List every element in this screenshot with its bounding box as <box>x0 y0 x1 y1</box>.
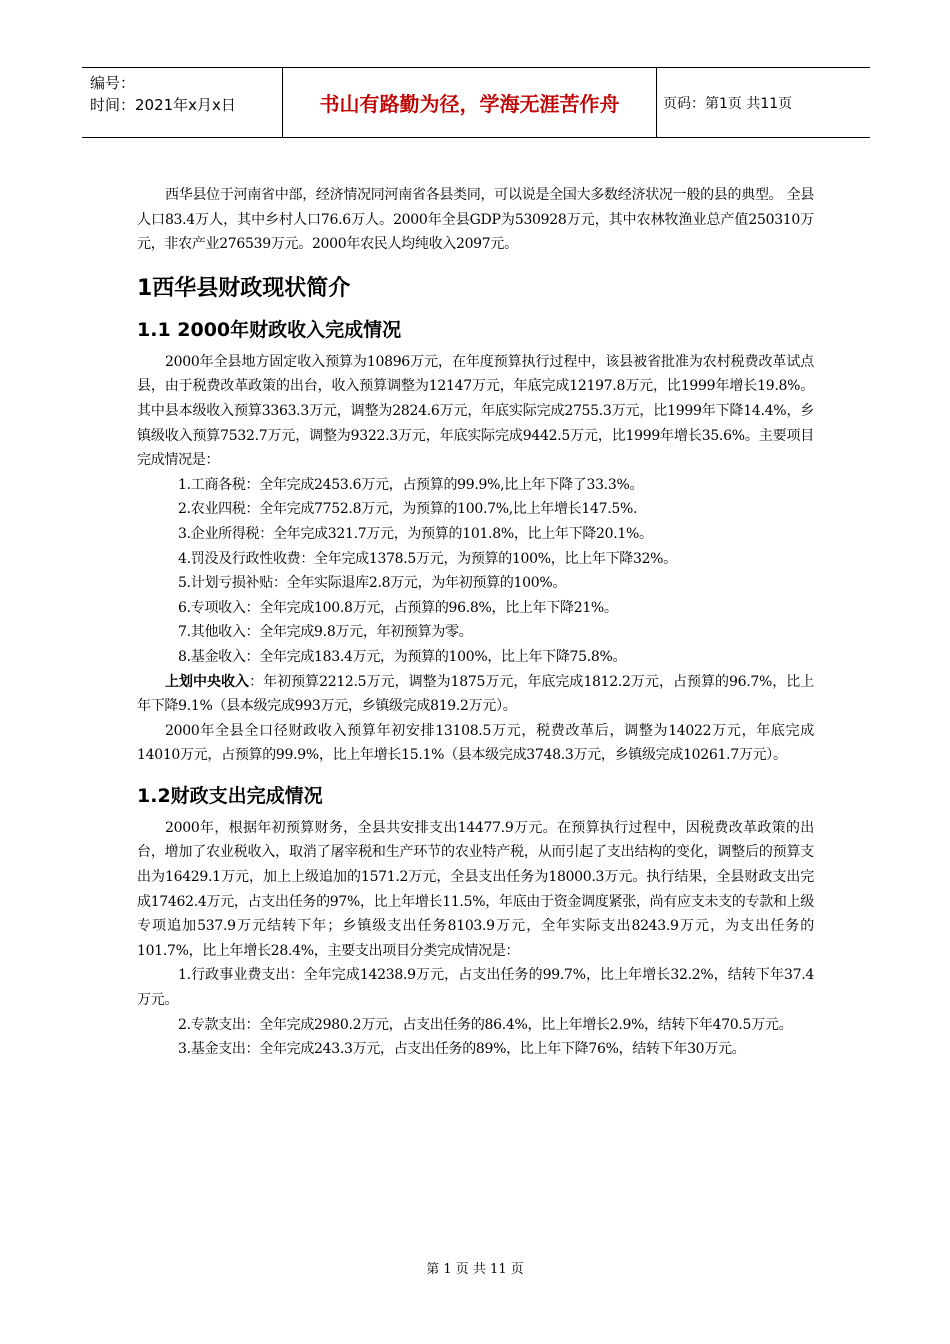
revenue-item: 8.基金收入：全年完成183.4万元，为预算的100%，比上年下降75.8%。 <box>178 648 627 665</box>
revenue-item: 3.企业所得税：全年完成321.7万元，为预算的101.8%，比上年下降20.1%。 <box>178 525 653 542</box>
central-revenue-label: 上划中央收入 <box>165 673 250 690</box>
expenditure-item: 3.基金支出：全年完成243.3万元，占支出任务的89%，比上年下降76%，结转下年30万元。 <box>178 1041 746 1058</box>
document-header <box>82 67 870 138</box>
revenue-item: 6.专项收入：全年完成100.8万元，占预算的96.8%，比上年下降21%。 <box>178 599 618 616</box>
revenue-item: 7.其他收入：全年完成9.8万元，年初预算为零。 <box>178 624 473 641</box>
header-meta <box>82 68 283 137</box>
section-1-title: 1西华县财政现状简介 <box>137 275 351 301</box>
page-footer: 第 1 页 共 11 页 <box>426 1262 524 1277</box>
section-1-2-title: 1.2财政支出完成情况 <box>137 784 323 807</box>
expenditure-item: 1.行政事业费支出：全年完成14238.9万元，占支出任务的99.7%，比上年增长32.2%，结转下年37.4万元。 <box>137 967 814 1009</box>
document-body <box>137 183 814 1062</box>
expenditure-item: 2.专款支出：全年完成2980.2万元，占支出任务的86.4%，比上年增长2.9%，结转下年470.5万元。 <box>178 1016 793 1033</box>
header-motto: 书山有路勤为径，学海无涯苦作舟 <box>283 68 657 137</box>
header-page-info: 页码：第1页 共11页 <box>663 95 793 112</box>
intro-paragraph: 西华县位于河南省中部，经济情况同河南省各县类同，可以说是全国大多数经济状况一般的县的典型。 全县人口83.4万人，其中乡村人口76.6万人。2000年全县GDP为530928万元，其中农林牧渔业总产值250310万元，非农产业276539万元。2000年农民人均纯收入2097元。 <box>137 187 814 253</box>
central-revenue-paragraph <box>137 670 814 719</box>
total-revenue-paragraph: 2000年全县全口径财政收入预算年初安排13108.5万元，税费改革后，调整为14022万元，年底完成14010万元，占预算的99.9%，比上年增长15.1%（县本级完成3748.3万元，乡镇级完成10261.7万元）。 <box>137 722 814 764</box>
number-label: 编号： <box>90 74 136 92</box>
section-1-1-title: 1.1 2000年财政收入完成情况 <box>137 318 402 341</box>
revenue-paragraph: 2000年全县地方固定收入预算为10896万元，在年度预算执行过程中，该县被省批准为农村税费改革试点县，由于税费改革政策的出台，收入预算调整为12147万元，年底完成12197.8万元，比1999年增长19.8%。其中县本级收入预算3363.3万元，调整为2824.6万元，年底实际完成2755.3万元，比1999年下降14.4%，乡镇级收入预算7532.7万元，调整为9322.3万元，年底实际完成9442.5万元，比1999年增长35.6%。主要项目完成情况是： <box>137 353 814 469</box>
revenue-item: 5.计划亏损补贴：全年实际退库2.8万元，为年初预算的100%。 <box>178 575 567 592</box>
central-revenue-text: ：年初预算2212.5万元，调整为1875万元，年底完成1812.2万元，占预算的96.7%，比上年下降9.1%（县本级完成993万元，乡镇级完成819.2万元）。 <box>137 673 814 715</box>
revenue-item: 2.农业四税：全年完成7752.8万元，为预算的100.7%,比上年增长147.5%. <box>178 501 638 518</box>
date-label: 时间：2021年x月x日 <box>90 96 236 114</box>
revenue-item: 4.罚没及行政性收费：全年完成1378.5万元，为预算的100%，比上年下降32%。 <box>178 550 677 567</box>
expenditure-paragraph: 2000年，根据年初预算财务，全县共安排支出14477.9万元。在预算执行过程中，因税费改革政策的出台，增加了农业税收入，取消了屠宰税和生产环节的农业特产税，从而引起了支出结构的变化，调整后的预算支出为16429.1万元，加上上级追加的1571.2万元，全县支出任务为18000.3万元。执行结果，全县财政支出完成17462.4万元，占支出任务的97%，比上年增长11.5%，年底由于资金调度紧张，尚有应支未支的专款和上级专项追加537.9万元结转下年；乡镇级支出任务8103.9万元，全年实际支出8243.9万元，为支出任务的101.7%，比上年增长28.4%，主要支出项目分类完成情况是： <box>137 819 814 959</box>
revenue-item: 1.工商各税：全年完成2453.6万元，占预算的99.9%,比上年下降了33.3%。 <box>178 476 644 493</box>
